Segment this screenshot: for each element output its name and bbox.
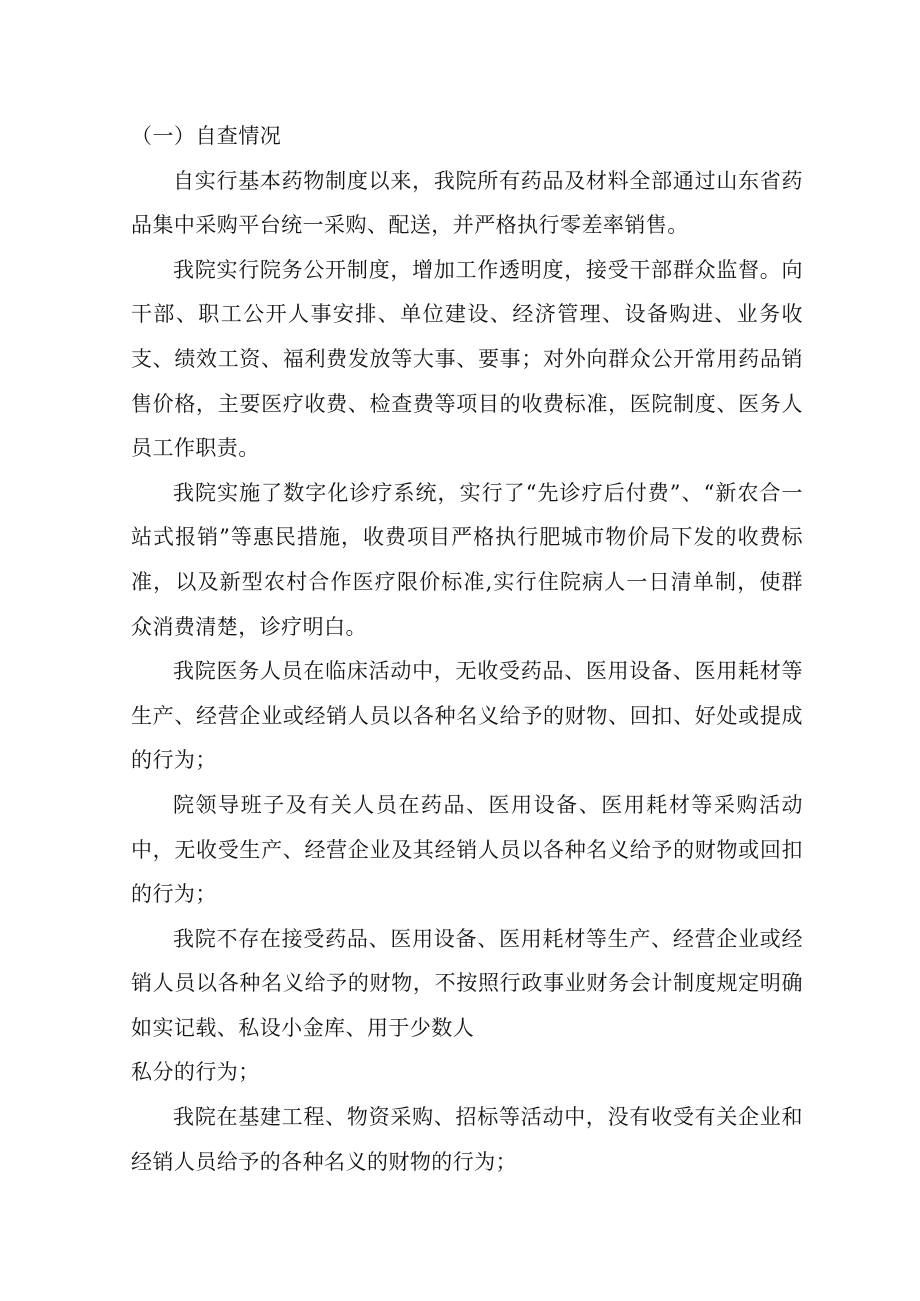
document-body	[131, 114, 803, 1184]
section-heading: （一）自查情况	[131, 124, 282, 148]
paragraph-drug-procurement: 自实行基本药物制度以来，我院所有药品及材料全部通过山东省药品集中采购平台统一采购、配送，并严格执行零差率销售。	[131, 168, 803, 238]
paragraph-hospital-affairs-disclosure: 我院实行院务公开制度，增加工作透明度，接受干部群众监督。向干部、职工公开人事安排、单位建设、经济管理、设备购进、业务收支、绩效工资、福利费发放等大事、要事；对外向群众公开常用药品销售价格，主要医疗收费、检查费等项目的收费标准，医院制度、医务人员工作职责。	[131, 257, 803, 461]
paragraph-continuation: 私分的行为；	[131, 1060, 260, 1085]
paragraph-digital-diagnosis-system: 我院实施了数字化诊疗系统，实行了“先诊疗后付费”、“新农合一站式报销”等惠民措施，收费项目严格执行肥城市物价局下发的收费标准，以及新型农村合作医疗限价标准,实行住院病人一日清单制，使群众消费清楚，诊疗明白。	[131, 480, 803, 639]
paragraph-leadership-procurement: 院领导班子及有关人员在药品、医用设备、医用耗材等采购活动中，无收受生产、经营企业及其经销人员以各种名义给予的财物或回扣的行为；	[131, 792, 803, 907]
paragraph-no-slush-fund: 我院不存在接受药品、医用设备、医用耗材等生产、经营企业或经销人员以各种名义给予的财物，不按照行政事业财务会计制度规定明确如实记载、私设小金库、用于少数人	[131, 926, 803, 1040]
paragraph-infrastructure-procurement: 我院在基建工程、物资采购、招标等活动中，没有收受有关企业和经销人员给予的各种名义的财物的行为；	[131, 1105, 803, 1174]
paragraph-medical-staff-conduct: 我院医务人员在临床活动中，无收受药品、医用设备、医用耗材等生产、经营企业或经销人员以各种名义给予的财物、回扣、好处或提成的行为；	[131, 659, 803, 773]
